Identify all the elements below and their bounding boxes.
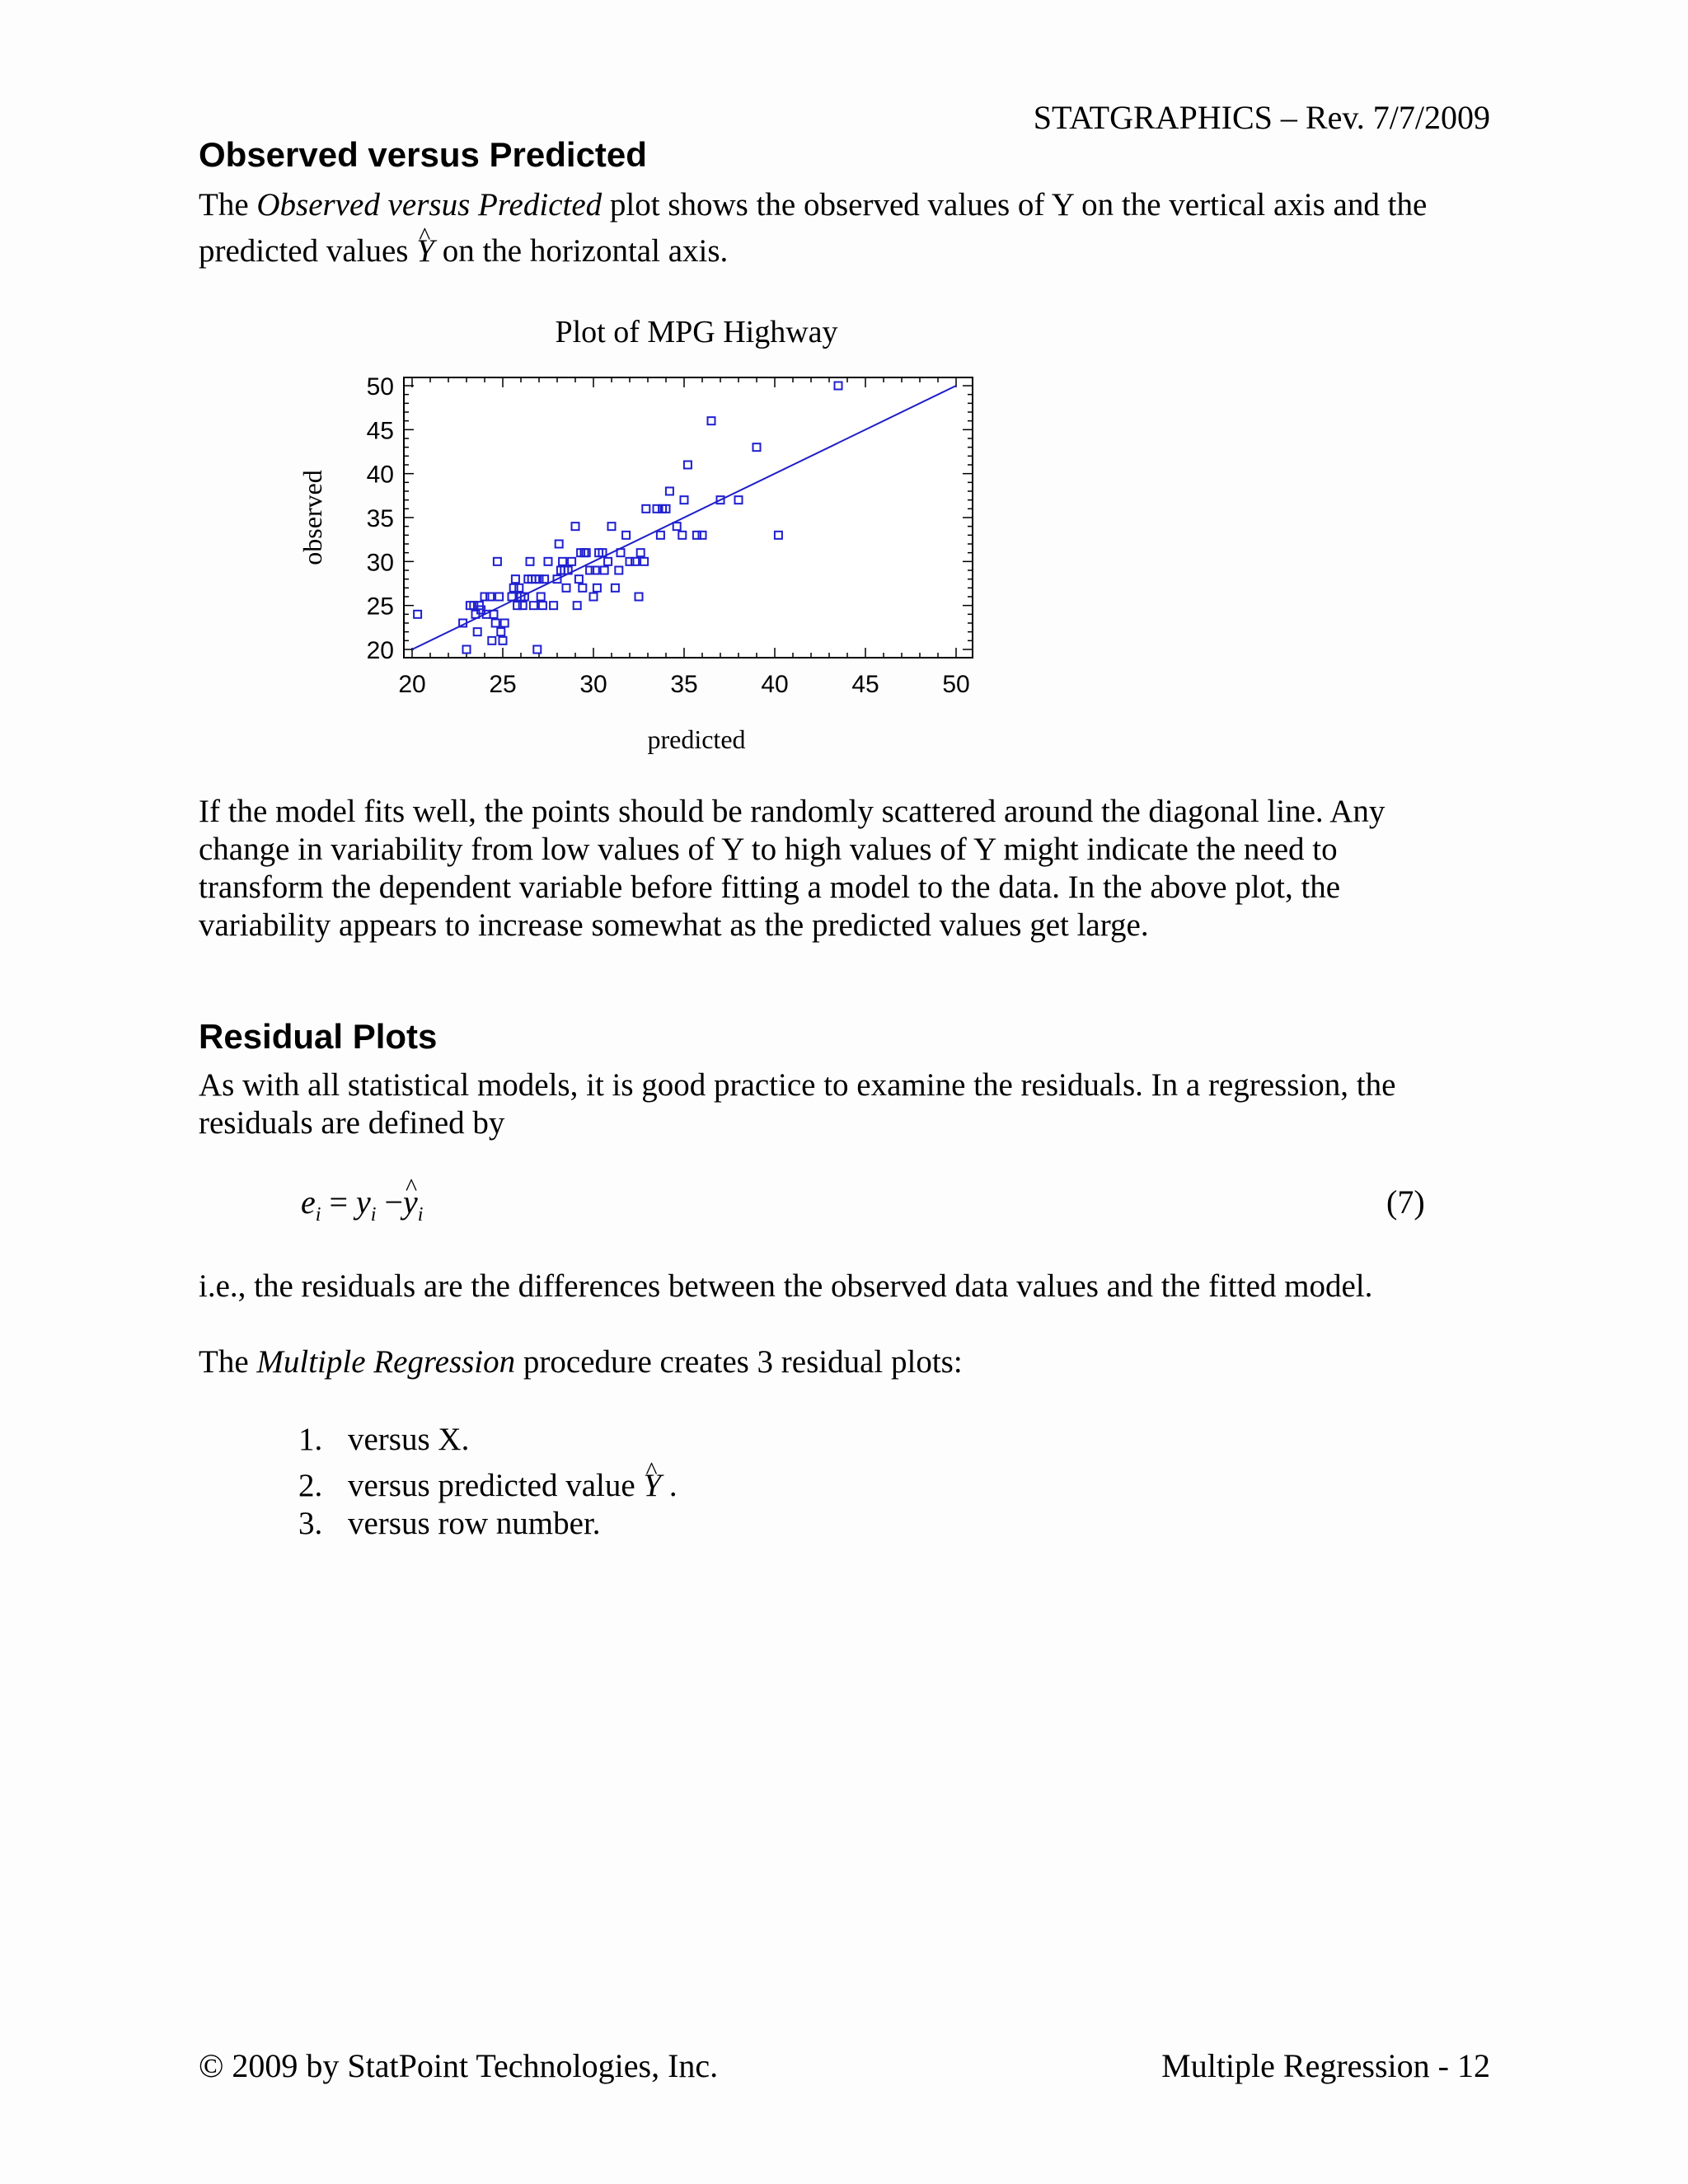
interpretation-paragraph	[199, 793, 1501, 944]
intro-line-2: predicted values ^ Y on the horizontal axis.	[199, 232, 1501, 270]
x-tick-label: 25	[489, 671, 517, 698]
running-head: STATGRAPHICS – Rev. 7/7/2009	[1033, 99, 1490, 136]
residuals-line-1: As with all statistical models, it is good practice to examine the residuals. In a regression, the	[199, 1067, 1396, 1103]
y-hat-lowercase: ^ y	[403, 1183, 418, 1221]
x-tick-label: 30	[579, 671, 607, 698]
list-item: 1. versus X.	[298, 1422, 470, 1457]
interpretation-line-4: variability appears to increase somewhat as the predicted values get large.	[199, 907, 1149, 943]
interpretation-line-3: transform the dependent variable before fitting a model to the data. In the above plot, the	[199, 869, 1341, 905]
y-tick-label: 35	[366, 505, 394, 532]
footer-page-label: Multiple Regression - 12	[1161, 2047, 1490, 2084]
section-title-residual-plots: Residual Plots	[199, 1017, 438, 1056]
list-item: 3. versus row number.	[298, 1506, 601, 1541]
intro-line-1: The Observed versus Predicted plot shows the observed values of Y on the vertical axis and the	[199, 187, 1428, 223]
section-title-observed-vs-predicted: Observed versus Predicted	[199, 135, 647, 174]
y-tick-label: 25	[366, 593, 394, 621]
equation-number: (7)	[1386, 1183, 1425, 1221]
y-tick-label: 40	[366, 461, 394, 489]
residual-equation: $e_i = y_i$ −^ $y_i$	[301, 1183, 423, 1234]
x-tick-label: 40	[761, 671, 789, 698]
residuals-line-2: residuals are defined by	[199, 1105, 505, 1141]
y-tick-label: 45	[366, 417, 394, 445]
residuals-paragraph	[199, 1066, 1501, 1142]
procedure-paragraph: The Multiple Regression procedure creates 3 residual plots:	[199, 1344, 963, 1380]
y-tick-label: 20	[366, 637, 394, 664]
x-tick-label: 20	[398, 671, 426, 698]
list-item: 2. versus predicted value ^ Y .	[298, 1467, 678, 1505]
interpretation-line-2: change in variability from low values of Y to high values of Y might indicate the need to	[199, 832, 1338, 867]
observed-vs-predicted-chart	[297, 305, 1022, 766]
x-tick-label: 45	[851, 671, 879, 698]
y-hat-symbol: ^ Y	[643, 1467, 661, 1505]
residuals-definition-paragraph: i.e., the residuals are the differences between the observed data values and the fitted model.	[199, 1268, 1373, 1304]
interpretation-line-1: If the model fits well, the points should be randomly scattered around the diagonal line. Any	[199, 794, 1386, 829]
y-hat-symbol: ^ Y	[416, 232, 434, 270]
x-tick-label: 35	[670, 671, 698, 698]
x-axis-label: predicted	[647, 724, 746, 754]
y-tick-label: 30	[366, 549, 394, 577]
y-tick-label: 50	[366, 373, 394, 401]
y-axis-label: observed	[298, 470, 327, 565]
intro-paragraph	[199, 186, 1501, 270]
chart-title: Plot of MPG Highway	[555, 315, 838, 349]
x-tick-label: 50	[942, 671, 970, 698]
footer-copyright: © 2009 by StatPoint Technologies, Inc.	[199, 2047, 719, 2084]
